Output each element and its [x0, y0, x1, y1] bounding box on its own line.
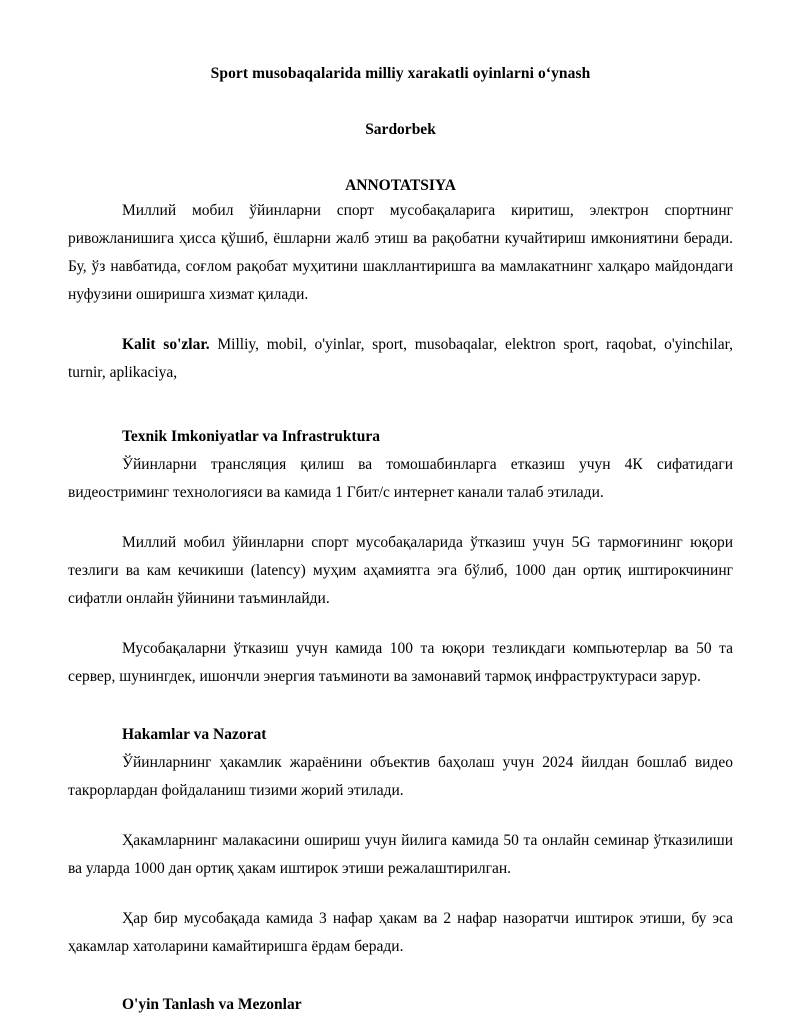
section-paragraph: Мусобақаларни ўтказиш учун камида 100 та юқори тезликдаги компьютерлар ва 50 та сервер, шунингдек, ишончли энергия таъминоти ва замонавий тармоқ инфраструктураси зарур.: [68, 639, 733, 685]
section-heading-referees: Hakamlar va Nazorat: [122, 725, 267, 743]
annotation-paragraph: Миллий мобил ўйинларни спорт мусобақаларига киритиш, электрон спортнинг ривожланишига ҳисса қўшиб, ёшларни жалб этиш ва рақобатни кучайтириш имкониятини беради. Бу, ўз навбатида, соғлом рақобат муҳитини шакллантиришга ва мамлакатнинг халқаро майдондаги нуфузини оширишга хизмат қилади.: [68, 201, 733, 303]
document-body: [68, 0, 733, 1019]
section-heading-technical: Texnik Imkoniyatlar va Infrastruktura: [122, 427, 380, 445]
keywords-paragraph: [68, 331, 733, 387]
section-paragraph: Ўйинларнинг ҳакамлик жараёнини объектив баҳолаш учун 2024 йилдан бошлаб видео такрорлардан фойдаланиш тизими жорий этилади.: [68, 753, 733, 799]
keywords-list: Milliy, mobil, o'yinlar, sport, musobaqalar, elektron sport, raqobat, o'yinchilar, turnir, aplikaciya,: [68, 335, 733, 381]
section-paragraph: Ҳакамларнинг малакасини ошириш учун йилига камида 50 та онлайн семинар ўтказилиши ва уларда 1000 дан ортиқ ҳакам иштирок этиши режалаштирилган.: [68, 831, 733, 877]
section-paragraph: Ўйинларни трансляция қилиш ва томошабинларга етказиш учун 4К сифатидаги видеостриминг технологияси ва камида 1 Гбит/с интернет канали талаб этилади.: [68, 455, 733, 501]
keywords-label: Kalit so'zlar.: [122, 335, 210, 353]
annotation-heading: ANNOTATSIYA: [345, 176, 456, 194]
section-paragraph: Миллий мобил ўйинларни спорт мусобақаларида ўтказиш учун 5G тармоғининг юқори тезлиги ва кам кечикиши (latency) муҳим аҳамиятга эга бўлиб, 1000 дан ортиқ иштирокчининг сифатли онлайн ўйинини таъминлайди.: [68, 533, 733, 607]
author-name: Sardorbek: [365, 121, 436, 139]
section-paragraph: Ҳар бир мусобақада камида 3 нафар ҳакам ва 2 нафар назоратчи иштирок этиши, бу эса ҳакамлар хатоларини камайтиришга ёрдам беради.: [68, 909, 733, 955]
page-title: Sport musobaqalarida milliy xarakatli oyinlarni o‘ynash: [210, 65, 591, 82]
section-heading-game-selection: O'yin Tanlash va Mezonlar: [122, 995, 302, 1013]
